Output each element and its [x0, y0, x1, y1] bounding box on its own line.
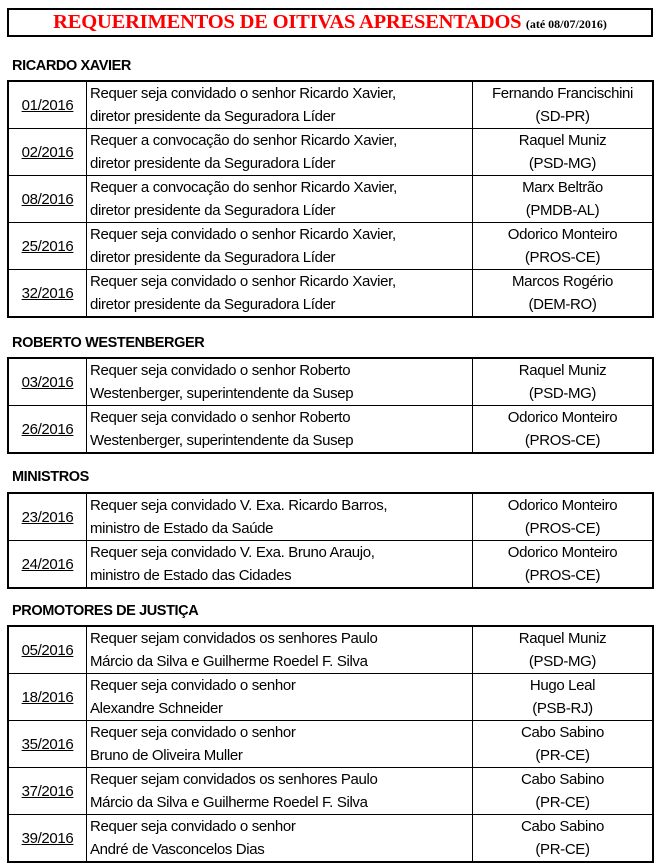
request-number-link[interactable]: 32/2016 — [21, 284, 74, 302]
request-description: Requer a convocação do senhor Ricardo Xavier, — [90, 132, 397, 149]
request-description: Requer a convocação do senhor Ricardo Xavier, — [90, 179, 397, 196]
request-description: diretor presidente da Seguradora Líder — [90, 155, 336, 172]
request-number-link[interactable]: 24/2016 — [21, 555, 74, 573]
author-party: (PROS-CE) — [524, 520, 601, 537]
author-party: (PSD-MG) — [528, 155, 597, 172]
author-name: Odorico Monteiro — [507, 497, 618, 514]
table-row — [8, 768, 653, 815]
author-name: Odorico Monteiro — [507, 409, 618, 426]
author-party: (PROS-CE) — [524, 432, 601, 449]
author-name: Raquel Muniz — [518, 132, 607, 149]
table-row — [8, 493, 653, 541]
author-name: Fernando Francischini — [491, 85, 634, 102]
request-number-link[interactable]: 23/2016 — [21, 508, 74, 526]
table-row — [8, 674, 653, 721]
request-description: André de Vasconcelos Dias — [90, 841, 265, 858]
request-description: Márcio da Silva e Guilherme Roedel F. Silva — [90, 653, 368, 670]
author-name: Marcos Rogério — [512, 273, 613, 290]
author-party: (PR-CE) — [535, 794, 590, 811]
document-title-box — [7, 8, 653, 37]
section-heading-promotores-de-justica: PROMOTORES DE JUSTIÇA — [12, 603, 199, 619]
request-number-link[interactable]: 26/2016 — [21, 420, 74, 438]
request-number-link[interactable]: 01/2016 — [21, 96, 74, 114]
section-heading-ricardo-xavier: RICARDO XAVIER — [12, 58, 132, 74]
request-description: Requer seja convidado o senhor — [90, 724, 296, 741]
author-party: (DEM-RO) — [528, 296, 597, 313]
table-row — [8, 721, 653, 768]
table-row — [8, 129, 653, 176]
table-ministros — [7, 492, 654, 589]
request-number-link[interactable]: 18/2016 — [21, 688, 74, 706]
request-description: Bruno de Oliveira Muller — [90, 747, 243, 764]
request-description: ministro de Estado das Cidades — [90, 567, 292, 584]
request-number-link[interactable]: 08/2016 — [21, 190, 74, 208]
author-name: Odorico Monteiro — [507, 226, 618, 243]
request-number-link[interactable]: 05/2016 — [21, 641, 74, 659]
table-row — [8, 270, 653, 318]
request-description: Requer seja convidado o senhor Roberto — [90, 409, 351, 426]
table-row — [8, 626, 653, 674]
request-description: diretor presidente da Seguradora Líder — [90, 296, 336, 313]
author-name: Cabo Sabino — [521, 771, 604, 788]
request-description: Requer sejam convidados os senhores Paulo — [90, 771, 378, 788]
table-promotores-de-justica — [7, 625, 654, 863]
author-name: Odorico Monteiro — [507, 544, 618, 561]
request-description: Requer seja convidado V. Exa. Ricardo Barros, — [90, 497, 388, 514]
request-description: Westenberger, superintendente da Susep — [90, 385, 354, 402]
request-number-link[interactable]: 39/2016 — [21, 829, 74, 847]
author-name: Hugo Leal — [529, 677, 596, 694]
request-description: Alexandre Schneider — [90, 700, 223, 717]
table-row — [8, 358, 653, 406]
document-title: REQUERIMENTOS DE OITIVAS APRESENTADOS — [53, 11, 522, 33]
author-party: (PROS-CE) — [524, 567, 601, 584]
request-description: diretor presidente da Seguradora Líder — [90, 202, 336, 219]
request-number-link[interactable]: 37/2016 — [21, 782, 74, 800]
request-description: Márcio da Silva e Guilherme Roedel F. Silva — [90, 794, 368, 811]
section-heading-ministros: MINISTROS — [12, 469, 89, 485]
request-description: diretor presidente da Seguradora Líder — [90, 249, 336, 266]
author-name: Cabo Sabino — [521, 724, 604, 741]
author-party: (SD-PR) — [535, 108, 590, 125]
request-description: Requer seja convidado o senhor Ricardo Xavier, — [90, 226, 396, 243]
author-name: Cabo Sabino — [521, 818, 604, 835]
author-party: (PR-CE) — [535, 747, 590, 764]
table-roberto-westenberger — [7, 357, 654, 454]
request-description: Westenberger, superintendente da Susep — [90, 432, 354, 449]
author-party: (PR-CE) — [535, 841, 590, 858]
request-description: ministro de Estado da Saúde — [90, 520, 274, 537]
table-row — [8, 81, 653, 129]
document-date-note: (até 08/07/2016) — [525, 17, 607, 31]
author-party: (PMDB-AL) — [525, 202, 600, 219]
request-description: Requer seja convidado o senhor Roberto — [90, 362, 351, 379]
author-name: Raquel Muniz — [518, 630, 607, 647]
author-name: Raquel Muniz — [518, 362, 607, 379]
request-description: Requer seja convidado o senhor Ricardo Xavier, — [90, 85, 396, 102]
request-number-link[interactable]: 02/2016 — [21, 143, 74, 161]
author-party: (PROS-CE) — [524, 249, 601, 266]
author-name: Marx Beltrão — [522, 179, 603, 196]
request-description: Requer seja convidado V. Exa. Bruno Araujo, — [90, 544, 375, 561]
table-ricardo-xavier — [7, 80, 654, 318]
request-description: Requer sejam convidados os senhores Paulo — [90, 630, 378, 647]
request-description: Requer seja convidado o senhor — [90, 818, 296, 835]
section-heading-roberto-westenberger: ROBERTO WESTENBERGER — [12, 335, 205, 351]
request-description: Requer seja convidado o senhor — [90, 677, 296, 694]
author-party: (PSD-MG) — [528, 385, 597, 402]
table-row — [8, 406, 653, 454]
request-number-link[interactable]: 03/2016 — [21, 373, 74, 391]
request-description: Requer seja convidado o senhor Ricardo Xavier, — [90, 273, 396, 290]
request-number-link[interactable]: 35/2016 — [21, 735, 74, 753]
table-row — [8, 223, 653, 270]
table-row — [8, 541, 653, 589]
request-description: diretor presidente da Seguradora Líder — [90, 108, 336, 125]
request-number-link[interactable]: 25/2016 — [21, 237, 74, 255]
author-party: (PSD-MG) — [528, 653, 597, 670]
table-row — [8, 815, 653, 863]
table-row — [8, 176, 653, 223]
author-party: (PSB-RJ) — [532, 700, 593, 717]
